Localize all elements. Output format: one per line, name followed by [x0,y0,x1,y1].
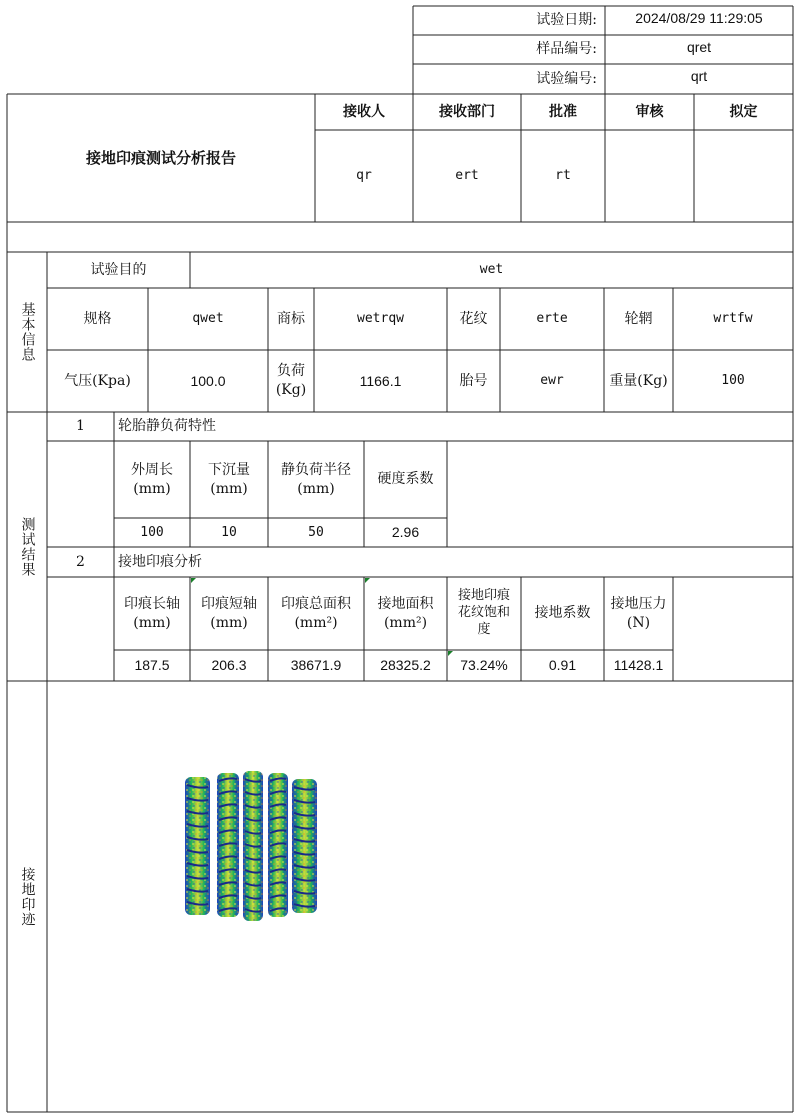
load-value: 1166.1 [359,372,402,389]
tire-no-value: ewr [540,373,564,389]
footprint-header-0: 印痕长轴 (mm) [124,595,180,631]
footprint-image-section-label: 接地印迹 [19,866,36,927]
weight-value: 100 [721,373,745,389]
static-value-2: 50 [308,524,324,540]
static-value-3: 2.96 [391,524,420,541]
pattern-label: 花纹 [459,310,488,327]
tire-no-label: 胎号 [459,372,488,389]
static-header-1: 下沉量 (mm) [208,461,250,497]
static-header-2: 静负荷半径 (mm) [281,461,351,497]
receiver-value: qr [356,168,372,184]
static-header-0: 外周长 (mm) [131,461,173,497]
pattern-value: erte [536,311,568,327]
static-index: 1 [76,418,85,435]
static-title: 轮胎静负荷特性 [118,418,216,435]
static-value-1: 10 [221,524,237,540]
cell-comment-marker [191,578,196,583]
rim-label: 轮辋 [624,310,653,327]
purpose-label: 试验目的 [90,261,147,278]
footprint-title: 接地印痕分析 [118,553,202,570]
footprint-value-1: 206.3 [211,657,247,674]
draft-label: 拟定 [729,103,758,120]
sample-no-value: qret [686,38,712,55]
sample-no-label: 样品编号: [536,41,597,58]
report-title: 接地印痕测试分析报告 [85,148,236,167]
brand-label: 商标 [277,310,305,327]
test-no-label: 试验编号: [536,70,597,87]
dept-label: 接收部门 [439,103,495,120]
brand-value: wetrqw [357,311,404,327]
footprint-value-4: 73.24% [460,657,508,674]
footprint-header-2: 印痕总面积 (mm²) [281,595,351,631]
footprint-header-4: 接地印痕 花纹饱和 度 [457,588,510,637]
footprint-value-3: 28325.2 [380,657,431,674]
footprint-header-6: 接地压力 (N) [610,595,667,631]
purpose-value: wet [479,262,504,278]
footprint-header-5: 接地系数 [534,605,591,622]
footprint-index: 2 [76,553,85,570]
static-value-0: 100 [140,524,164,540]
footprint-value-2: 38671.9 [290,657,342,674]
test-no-value: qrt [690,67,708,84]
cell-comment-marker [448,651,453,656]
dept-value: ert [455,168,479,184]
approve-label: 批准 [549,103,577,120]
results-section-label: 测试结果 [19,516,36,577]
pressure-value: 100.0 [190,372,226,389]
pressure-label: 气压(Kpa) [64,372,131,389]
spec-label: 规格 [83,310,112,327]
static-header-3: 硬度系数 [377,471,434,488]
tire-footprint-image [180,765,325,925]
footprint-header-3: 接地面积 (mm²) [377,595,434,631]
load-label: 负荷 (Kg) [275,363,307,398]
footprint-header-1: 印痕短轴 (mm) [201,595,257,631]
test-date-value: 2024/08/29 11:29:05 [635,9,763,26]
rim-value: wrtfw [713,311,753,327]
cell-comment-marker [365,578,370,583]
weight-label: 重量(Kg) [609,372,668,389]
receiver-label: 接收人 [343,103,385,120]
test-date-label: 试验日期: [536,12,597,29]
footprint-value-6: 11428.1 [613,657,664,674]
review-value [605,130,694,222]
review-label: 审核 [635,103,664,120]
spec-value: qwet [192,311,224,327]
footprint-value-5: 0.91 [548,657,577,674]
basic-info-section-label: 基本信息 [19,302,36,362]
draft-value [694,130,793,222]
footprint-value-0: 187.5 [134,657,170,674]
approve-value: rt [555,168,571,184]
